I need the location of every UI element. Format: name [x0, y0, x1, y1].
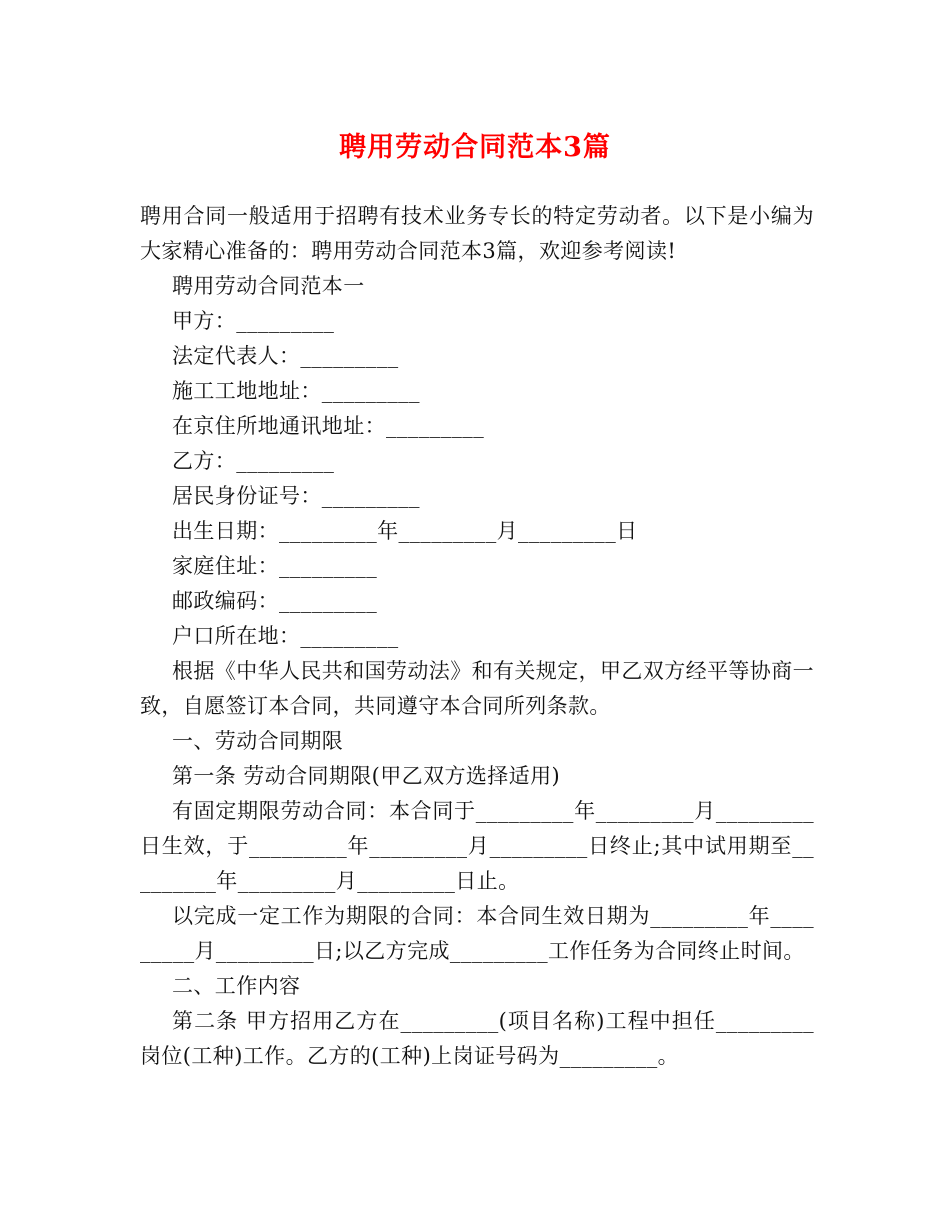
birth-date-line: 出生日期：_________年_________月_________日 [172, 519, 638, 543]
intro-paragraph: 聘用合同一般适用于招聘有技术业务专长的特定劳动者。以下是小编为大家精心准备的：聘用劳动合同范本3篇，欢迎参考阅读! [140, 204, 814, 263]
task-term-paragraph: 以完成一定工作为期限的合同：本合同生效日期为_________年_________月_________日;以乙方完成_________工作任务为合同终止时间。 [140, 904, 814, 963]
article-two-paragraph: 第二条 甲方招用乙方在_________(项目名称)工程中担任_________岗位(工种)工作。乙方的(工种)上岗证号码为_________。 [140, 1009, 814, 1068]
legal-representative-line: 法定代表人：_________ [172, 344, 399, 368]
section-heading-contract-one: 聘用劳动合同范本一 [172, 274, 365, 298]
section-heading-contract-term: 一、劳动合同期限 [172, 729, 344, 753]
agreement-basis-paragraph: 根据《中华人民共和国劳动法》和有关规定，甲乙双方经平等协商一致，自愿签订本合同，共同遵守本合同所列条款。 [140, 659, 814, 718]
article-one-heading: 第一条 劳动合同期限(甲乙双方选择适用) [172, 764, 561, 788]
postal-code-line: 邮政编码：_________ [172, 589, 378, 613]
id-number-line: 居民身份证号：_________ [172, 484, 420, 508]
document-body [140, 199, 814, 1074]
section-heading-work-content: 二、工作内容 [172, 974, 301, 998]
household-registration-line: 户口所在地：_________ [172, 624, 399, 648]
document-title: 聘用劳动合同范本3篇 [339, 132, 611, 163]
home-address-line: 家庭住址：_________ [172, 554, 378, 578]
fixed-term-paragraph: 有固定期限劳动合同：本合同于_________年_________月_________日生效，于_________年_________月_________日终止;其中试用期至_________年_________月_________日止。 [140, 799, 814, 893]
party-b-line: 乙方：_________ [172, 449, 335, 473]
party-a-line: 甲方：_________ [172, 309, 335, 333]
beijing-address-line: 在京住所地通讯地址：_________ [172, 414, 485, 438]
site-address-line: 施工工地地址：_________ [172, 379, 420, 403]
